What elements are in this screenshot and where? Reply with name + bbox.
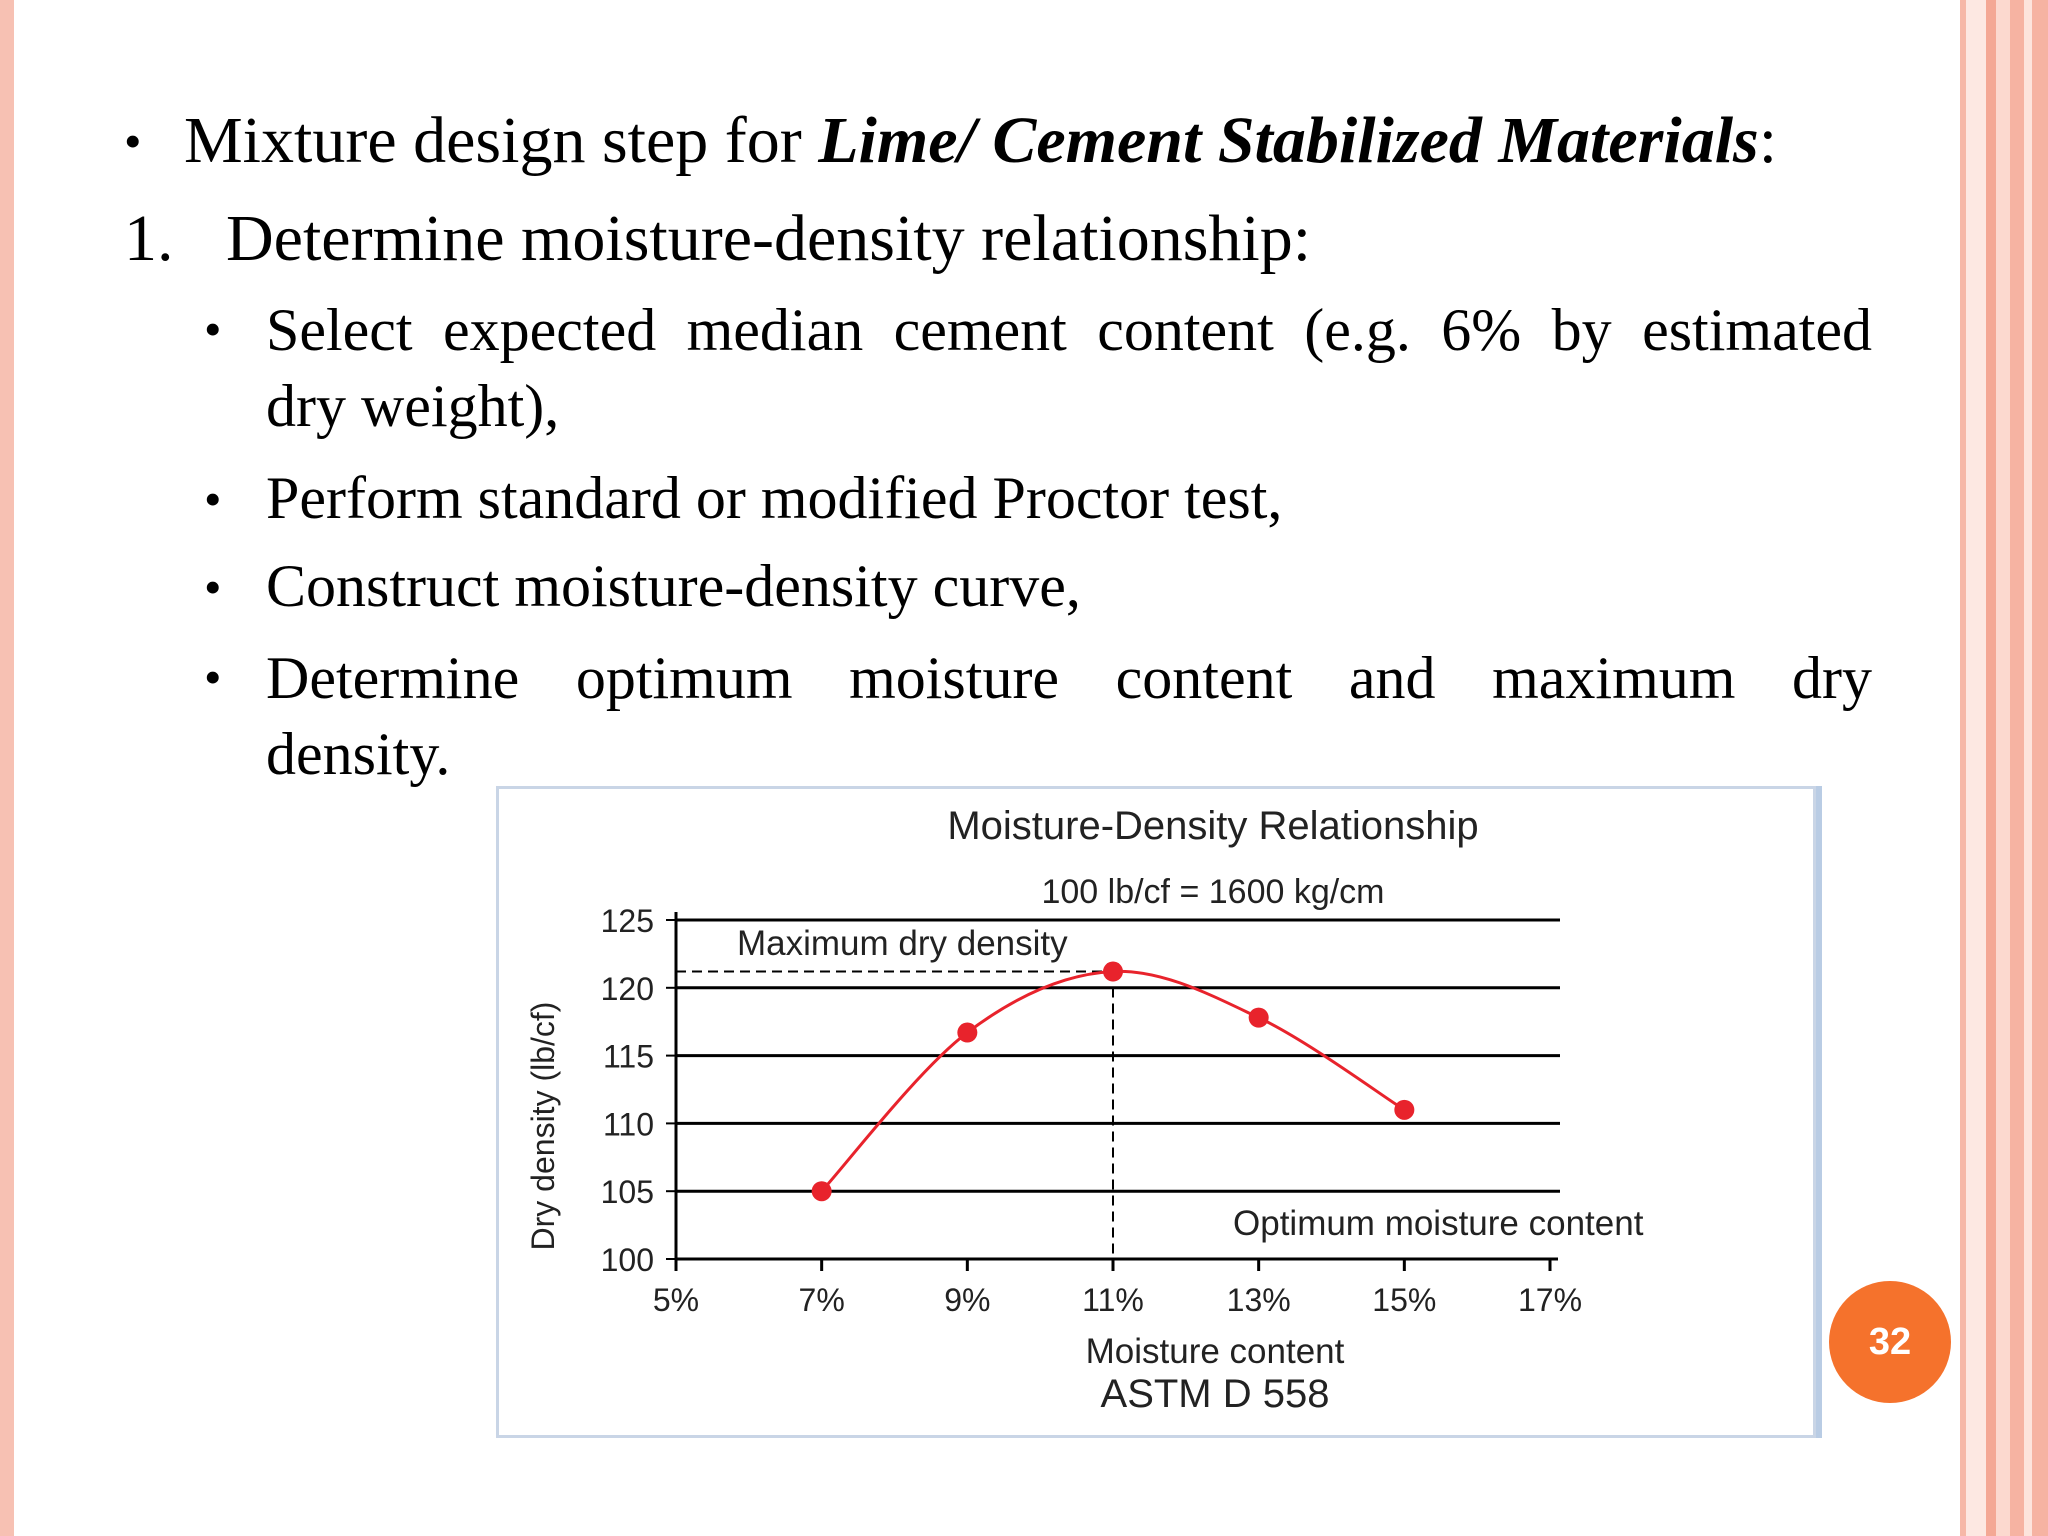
data-point — [812, 1181, 832, 1201]
chart-subtitle: 100 lb/cf = 1600 kg/cm — [1041, 873, 1385, 911]
bullet-1-line-2: dry weight), — [266, 373, 560, 439]
bullet-4-line-2: density. — [266, 721, 451, 787]
y-tick-label: 110 — [602, 1106, 654, 1143]
slide-heading — [184, 102, 1777, 180]
y-tick-label: 100 — [600, 1242, 654, 1278]
step-number: 1. — [124, 202, 174, 275]
y-tick-label: 125 — [600, 903, 654, 939]
axis-layer — [601, 903, 1582, 1318]
y-tick-label: 105 — [600, 1174, 654, 1211]
bullet-4-line-1: Determine optimum moisture content and maximum dry — [266, 645, 1872, 711]
x-tick-label: 15% — [1372, 1282, 1437, 1318]
x-axis-label: Moisture content — [1085, 1332, 1345, 1371]
chart-canvas — [499, 789, 1813, 1435]
right-border-stripe — [1966, 0, 1986, 1536]
bullet-3: Construct moisture-density curve, — [266, 553, 1081, 619]
max-dry-density-label: Maximum dry density — [737, 924, 1068, 963]
moisture-density-chart — [496, 786, 1816, 1438]
bullet-dot-icon: • — [204, 471, 222, 527]
y-axis-label: Dry density (lb/cf) — [525, 1001, 561, 1251]
bullet-dot-icon: • — [204, 649, 222, 705]
data-point — [957, 1023, 977, 1043]
x-tick-label: 13% — [1226, 1282, 1291, 1318]
bullet-1-line-1: Select expected median cement content (e.g. 6% by estimated — [266, 297, 1872, 363]
right-border-stripe — [1996, 0, 2010, 1536]
y-tick-label: 115 — [602, 1038, 654, 1075]
left-border-stripe — [0, 0, 14, 1536]
heading-prefix: Mixture design step for — [184, 104, 819, 177]
x-tick-label: 5% — [652, 1282, 700, 1318]
data-point — [1249, 1008, 1269, 1028]
right-border-stripe — [1986, 0, 1996, 1536]
heading-emphasis: Lime/ Cement Stabilized Materials — [818, 104, 1759, 177]
x-tick-label: 11% — [1082, 1282, 1144, 1318]
bullet-dot-icon: • — [204, 301, 222, 357]
y-tick-label: 120 — [600, 970, 654, 1007]
x-tick-label: 7% — [798, 1282, 845, 1318]
step-text: Determine moisture-density relationship: — [226, 202, 1312, 275]
data-point — [1103, 962, 1123, 982]
heading-suffix: : — [1758, 104, 1778, 177]
chart-caption: ASTM D 558 — [1100, 1372, 1330, 1416]
page-number-badge: 32 — [1829, 1281, 1951, 1403]
chart-title: Moisture-Density Relationship — [947, 804, 1479, 848]
optimum-moisture-label: Optimum moisture content — [1233, 1204, 1644, 1243]
bullet-dot-icon: • — [124, 113, 142, 169]
data-point — [1394, 1100, 1414, 1120]
right-border-stripe — [2024, 0, 2032, 1536]
x-tick-label: 17% — [1517, 1282, 1583, 1318]
x-tick-label: 9% — [944, 1282, 991, 1318]
bullet-2: Perform standard or modified Proctor test, — [266, 465, 1283, 531]
bullet-dot-icon: • — [204, 559, 222, 615]
